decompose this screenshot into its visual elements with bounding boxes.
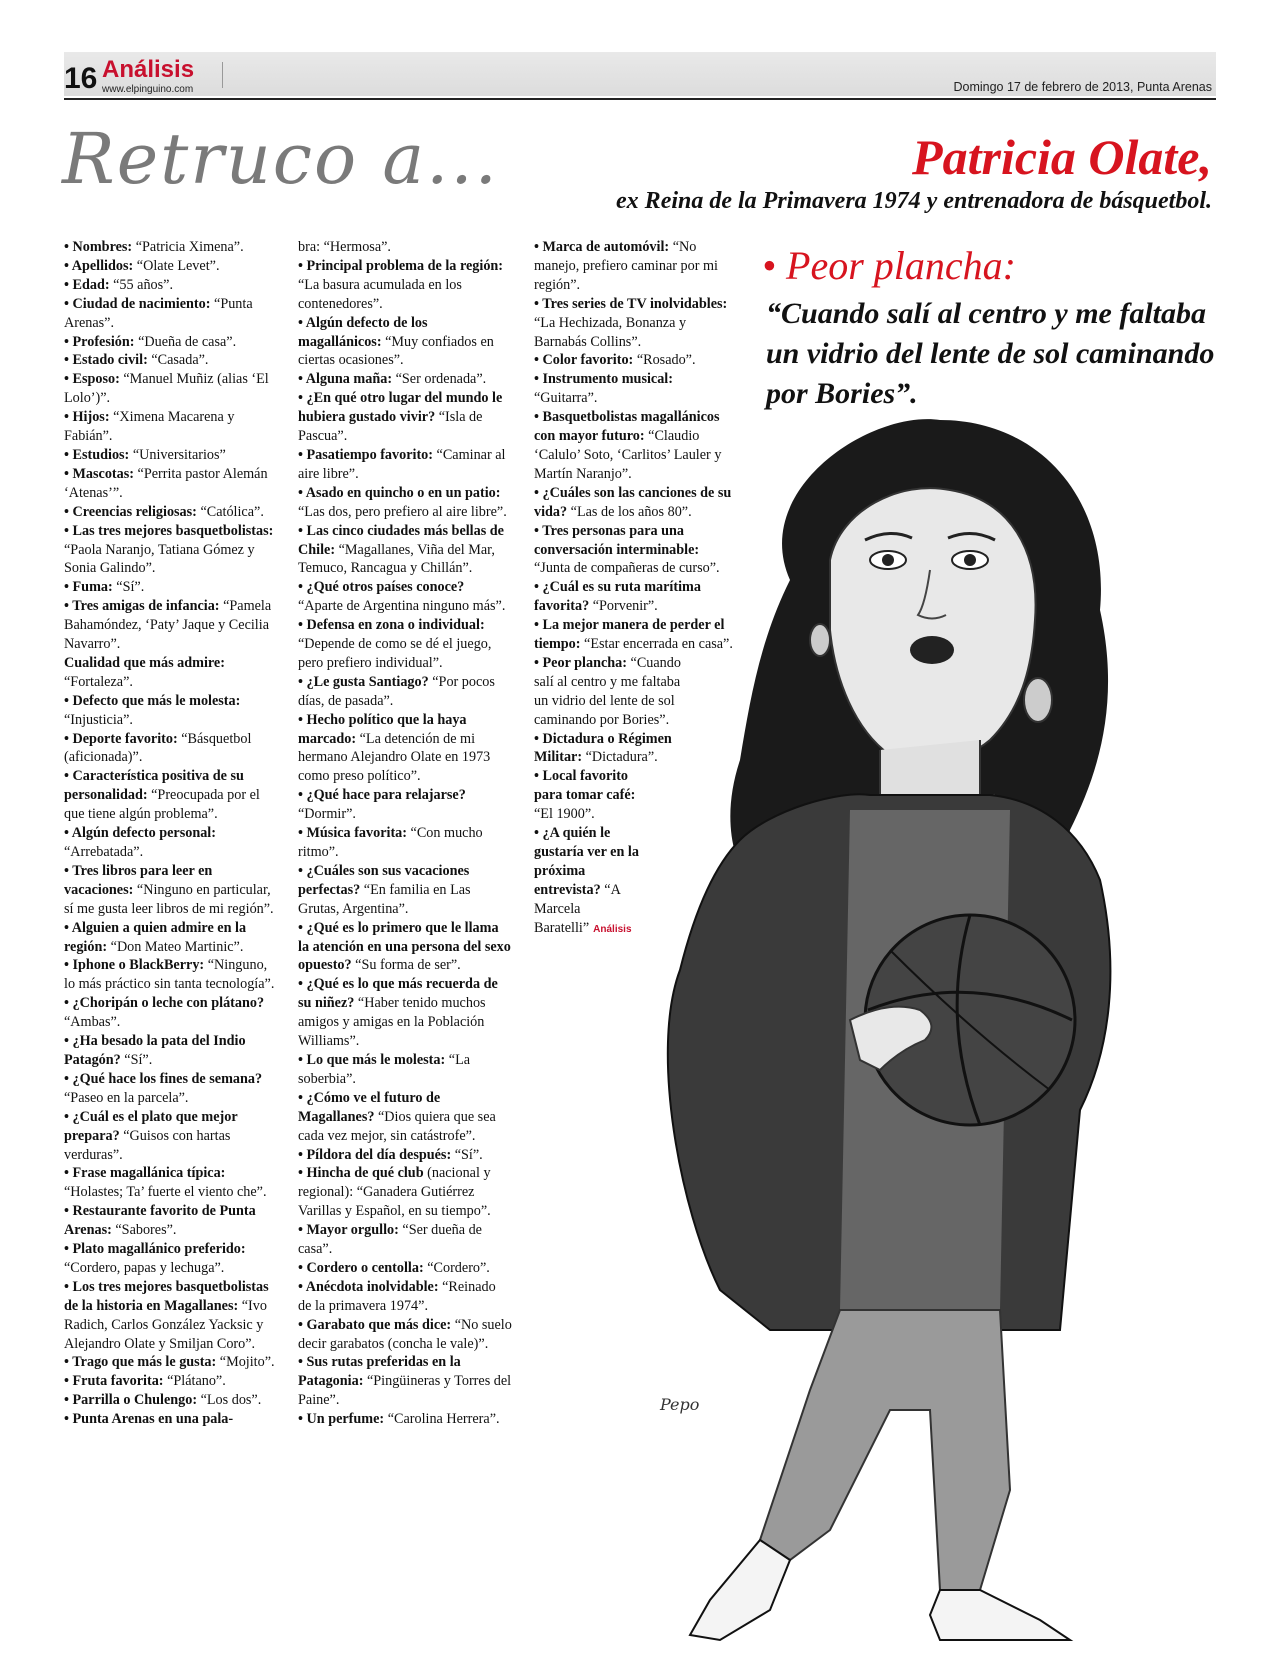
qa-answer: “No suelo decir garabatos (concha le vale)”. (298, 1316, 512, 1352)
qa-item (64, 1032, 278, 1070)
qa-question: • Estudios: (64, 447, 129, 463)
qa-question: • Dictadura o Régimen Militar: (534, 731, 672, 766)
qa-answer: “Magallanes, Viña del Mar, Temuco, Rancagua y Chillán”. (298, 541, 495, 577)
qa-question: • ¿Cuáles son las canciones de su vida? (534, 485, 731, 520)
qa-item (64, 1202, 278, 1240)
qa-answer: “Por pocos días, de pasada”. (298, 673, 495, 709)
qa-answer: “Ambas”. (64, 1014, 121, 1031)
brand-url[interactable]: www.elpinguino.com (102, 84, 194, 95)
qa-item (298, 1353, 512, 1410)
qa-item (298, 1089, 512, 1146)
qa-answer: “La detención de mi hermano Alejandro Olate en 1973 como preso político”. (298, 730, 491, 785)
qa-item (298, 919, 512, 976)
qa-question: • ¿Qué hace para relajarse? (298, 787, 466, 803)
qa-answer: “Preocupada por el que tiene algún problema”. (64, 787, 260, 823)
qa-answer: “Ninguno en particular, sí me gusta leer libros de mi región”. (64, 881, 274, 917)
qa-question: • Punta Arenas en una pala- (64, 1411, 233, 1427)
qa-item (298, 578, 512, 616)
qa-item (64, 276, 278, 295)
qa-item (64, 919, 278, 957)
right-earring (1024, 678, 1052, 722)
qa-question: • Tres libros para leer en vacaciones: (64, 863, 212, 898)
qa-answer: “El 1900”. (534, 806, 595, 823)
qa-item (64, 578, 278, 597)
qa-answer: “Olate Levet”. (133, 257, 220, 274)
qa-item (298, 522, 512, 579)
qa-question: • Anécdota inolvidable: (298, 1279, 439, 1295)
left-earring (810, 624, 830, 656)
qa-item (298, 1164, 512, 1221)
qa-item (298, 257, 512, 314)
qa-answer: “Mojito”. (216, 1354, 275, 1371)
qa-item (298, 314, 512, 371)
face (830, 488, 1036, 763)
qa-item (64, 446, 278, 465)
qa-answer: “Católica”. (196, 503, 264, 520)
qa-answer: “Patricia Ximena”. (132, 239, 244, 255)
qa-item (298, 370, 512, 389)
qa-item (64, 333, 278, 352)
qa-answer: “Depende de como se dé el juego, pero prefiero individual”. (298, 636, 492, 671)
qa-question: • ¿Qué hace los fines de semana? (64, 1071, 262, 1087)
qa-answer: bra: “Hermosa”. (298, 239, 391, 255)
qa-answer: “Las de los años 80”. (567, 503, 692, 520)
qa-question: • Pasatiempo favorito: (298, 447, 433, 463)
qa-column-1 (64, 238, 278, 1429)
qa-answer: “Ninguno, lo más práctico sin tanta tecnología”. (64, 957, 275, 993)
qa-question: • Alguien a quien admire en la región: (64, 920, 246, 955)
qa-question: • Iphone o BlackBerry: (64, 957, 204, 973)
qa-answer: “Casada”. (147, 352, 209, 369)
qa-answer: “Injusticia”. (64, 711, 133, 728)
qa-answer: “La Hechizada, Bonanza y Barnabás Collins”. (534, 314, 687, 350)
qa-item (298, 862, 512, 919)
right-shoe (930, 1590, 1070, 1640)
qa-question: • Sus rutas preferidas en la Patagonia: (298, 1354, 461, 1389)
qa-answer: “Rosado”. (633, 352, 696, 369)
qa-item (534, 370, 734, 408)
qa-item (64, 1372, 278, 1391)
qa-item (64, 1278, 278, 1354)
qa-column-2 (298, 238, 512, 1429)
qa-answer: “Junta de compañeras de curso”. (534, 560, 720, 577)
qa-answer: “Plátano”. (163, 1373, 226, 1390)
qa-answer: “Ivo Radich, Carlos González Yacksic y Alejandro Olate y Smiljan Coro”. (64, 1297, 267, 1352)
qa-question: • Los tres mejores basquetbolistas de la historia en Magallanes: (64, 1279, 269, 1314)
qa-question: • Característica positiva de su personalidad: (64, 768, 244, 803)
qa-question: • Deporte favorito: (64, 731, 178, 747)
qa-answer: “Paola Naranjo, Tatiana Gómez y Sonia Galindo”. (64, 541, 255, 577)
qa-item (64, 1353, 278, 1372)
qa-item (64, 1240, 278, 1278)
qa-answer: “Estar encerrada en casa”. (580, 636, 733, 653)
qa-question: • ¿Cómo ve el futuro de Magallanes? (298, 1090, 440, 1125)
qa-answer: “Con mucho ritmo”. (298, 825, 483, 860)
qa-question: • Defensa en zona o individual: (298, 617, 485, 633)
qa-answer: “Ximena Macarena y Fabián”. (64, 409, 235, 445)
end-logo: Análisis (593, 923, 632, 935)
qa-question: • Profesión: (64, 334, 135, 350)
qa-item (298, 238, 512, 257)
qa-answer: “Manuel Muñiz (alias ‘El Lolo’)”. (64, 371, 269, 407)
qa-answer: “Don Mateo Martinic”. (107, 938, 244, 955)
qa-question: • Frase magallánica típica: (64, 1165, 225, 1181)
qa-answer: “Guitarra”. (534, 390, 598, 407)
qa-question: • ¿Cuál es su ruta marítima favorita? (534, 579, 701, 614)
qa-answer: “Haber tenido muchos amigos y amigas en la Población Williams”. (298, 995, 486, 1050)
qa-answer: “55 años”. (109, 276, 174, 293)
qa-item (64, 408, 278, 446)
qa-question: • Alguna maña: (298, 371, 392, 387)
page-number: 16 (64, 62, 98, 95)
qa-answer: “Aparte de Argentina ninguno más”. (298, 598, 506, 615)
qa-answer: “Cordero, papas y lechuga”. (64, 1259, 225, 1276)
qa-question: • ¿En qué otro lugar del mundo le hubiera gustado vivir? (298, 390, 502, 425)
qa-question: • Las tres mejores basquetbolistas: (64, 523, 273, 539)
qa-question: • Local favorito para tomar café: (534, 768, 635, 803)
qa-question: • Algún defecto de los magallánicos: (298, 315, 428, 350)
qa-question: Cualidad que más admire: (64, 654, 225, 671)
qa-item (534, 767, 644, 824)
qa-item (64, 956, 278, 994)
qa-item (298, 616, 512, 673)
qa-answer: “Sí”. (120, 1051, 153, 1068)
qa-answer: “Fortaleza”. (64, 673, 133, 690)
pull-quote-label: • Peor plancha: (762, 243, 1016, 288)
qa-item (64, 862, 278, 919)
qa-question: • Ciudad de nacimiento: (64, 296, 210, 312)
qa-item (298, 975, 512, 1051)
qa-answer: “En familia en Las Grutas, Argentina”. (298, 881, 471, 917)
qa-question: • ¿Qué es lo primero que le llama la atención en una persona del sexo opuesto? (298, 920, 511, 974)
qa-question: • Un perfume: (298, 1411, 384, 1427)
qa-answer: “Claudio ‘Calulo’ Soto, ‘Carlitos’ Lauler y Martín Naranjo”. (534, 428, 722, 482)
artist-signature: Pepo (660, 1395, 700, 1414)
qa-question: • Fruta favorita: (64, 1373, 164, 1389)
qa-question: • Píldora del día después: (298, 1147, 451, 1163)
qa-item (64, 692, 278, 730)
qa-item (64, 503, 278, 522)
qa-item (534, 238, 734, 295)
qa-answer: “La basura acumulada en los contenedores”. (298, 276, 462, 312)
qa-item (64, 597, 278, 654)
qa-question: • ¿Le gusta Santiago? (298, 674, 429, 690)
qa-item (64, 1164, 278, 1202)
qa-question: • Tres amigas de infancia: (64, 598, 220, 614)
qa-item (298, 1221, 512, 1259)
caricature-illustration (640, 410, 1230, 1650)
qa-question: • Principal problema de la región: (298, 258, 503, 274)
qa-answer: (nacional y regional): “Ganadera Gutiérrez Varillas y Español, en su tiempo”. (298, 1165, 491, 1220)
qa-item (298, 1316, 512, 1354)
qa-question: • Defecto que más le molesta: (64, 693, 240, 709)
qa-answer: “A Marcela Baratelli” (534, 881, 621, 936)
mouth (910, 636, 954, 664)
qa-item (64, 824, 278, 862)
qa-question: • Fuma: (64, 579, 113, 595)
qa-item (64, 522, 278, 579)
qa-answer: “Básquetbol (aficionada)”. (64, 730, 252, 766)
qa-item (298, 1051, 512, 1089)
section-title: Retruco a... (62, 118, 499, 200)
qa-question: • Hincha de qué club (298, 1165, 424, 1181)
qa-question: • Marca de automóvil: (534, 239, 669, 255)
qa-question: • ¿Cuáles son sus vacaciones perfectas? (298, 863, 469, 898)
pants (760, 1310, 1010, 1590)
qa-answer: “Dormir”. (298, 806, 356, 823)
qa-item (298, 711, 512, 787)
dateline: Domingo 17 de febrero de 2013, Punta Arenas (953, 80, 1212, 94)
qa-answer: “Pingüineras y Torres del Paine”. (298, 1373, 512, 1409)
qa-question: • Instrumento musical: (534, 371, 673, 387)
qa-item (64, 994, 278, 1032)
header-divider (222, 62, 223, 88)
qa-answer: “Punta Arenas”. (64, 295, 253, 331)
qa-answer: “Dios quiera que sea cada vez mejor, sin catástrofe”. (298, 1108, 496, 1144)
pull-quote-text: “Cuando salí al centro y me faltaba un vidrio del lente de sol caminando por Bories”. (766, 297, 1215, 410)
header-rule (64, 98, 1216, 100)
qa-question: • Creencias religiosas: (64, 504, 197, 520)
qa-answer: “Sabores”. (111, 1222, 177, 1239)
qa-question: • Trago que más le gusta: (64, 1354, 216, 1370)
qa-question: • Apellidos: (64, 258, 133, 274)
qa-item (534, 351, 734, 370)
qa-question: • Mascotas: (64, 466, 134, 482)
qa-question: • Esposo: (64, 371, 120, 387)
qa-question: • Tres personas para una conversación interminable: (534, 523, 699, 558)
qa-answer: “Ser ordenada”. (392, 371, 487, 388)
qa-answer: “Arrebatada”. (64, 844, 144, 860)
qa-question: • Asado en quincho o en un patio: (298, 485, 500, 501)
qa-item (64, 730, 278, 768)
qa-item (298, 1410, 512, 1429)
qa-item (534, 824, 644, 939)
qa-question: • Música favorita: (298, 825, 407, 841)
qa-item (298, 824, 512, 862)
qa-question: • Peor plancha: (534, 655, 627, 671)
qa-answer: “Paseo en la parcela”. (64, 1089, 189, 1106)
qa-question: • Algún defecto personal: (64, 825, 216, 841)
qa-answer: “Dueña de casa”. (134, 333, 237, 350)
qa-question: • ¿Qué otros países conoce? (298, 579, 464, 595)
article-subtitle: ex Reina de la Primavera 1974 y entrenadora de básquetbol. (616, 188, 1212, 214)
qa-item (64, 1410, 278, 1429)
qa-question: • Hecho político que la haya marcado: (298, 712, 467, 747)
qa-answer: “Reinado de la primavera 1974”. (298, 1278, 496, 1314)
qa-item (298, 446, 512, 484)
qa-item (298, 389, 512, 446)
qa-question: • ¿Ha besado la pata del Indio Patagón? (64, 1033, 246, 1068)
qa-question: • Mayor orgullo: (298, 1222, 399, 1238)
qa-question: • Plato magallánico preferido: (64, 1241, 246, 1257)
qa-item (64, 1391, 278, 1410)
qa-question: • ¿Choripán o leche con plátano? (64, 995, 264, 1011)
qa-question: • Estado civil: (64, 352, 148, 368)
qa-answer: “Su forma de ser”. (351, 957, 461, 974)
qa-question: • Las cinco ciudades más bellas de Chile: (298, 523, 504, 558)
qa-item (64, 654, 278, 692)
qa-question: • Restaurante favorito de Punta Arenas: (64, 1203, 256, 1238)
qa-question: • Lo que más le molesta: (298, 1052, 445, 1068)
qa-answer: “Cordero”. (423, 1259, 490, 1276)
qa-answer: “Porvenir”. (589, 598, 658, 615)
qa-answer: “Las dos, pero prefiero al aire libre”. (298, 503, 507, 520)
qa-item (64, 465, 278, 503)
qa-item (64, 767, 278, 824)
qa-answer: “Carolina Herrera”. (384, 1411, 500, 1428)
qa-answer: “Dictadura”. (582, 749, 658, 766)
qa-answer: “Perrita pastor Alemán ‘Atenas’”. (64, 465, 268, 501)
left-shoe (690, 1540, 790, 1640)
qa-item (298, 1278, 512, 1316)
qa-answer: “Holastes; Ta’ fuerte el viento che”. (64, 1184, 267, 1201)
qa-answer: “Universitarios” (129, 446, 226, 463)
qa-question: • ¿A quién le gustaría ver en la próxima entrevista? (534, 825, 639, 898)
qa-item (298, 484, 512, 522)
qa-answer: “Muy confiados en ciertas ocasiones”. (298, 333, 494, 369)
qa-question: • La mejor manera de perder el tiempo: (534, 617, 724, 652)
qa-answer: “Sí”. (112, 579, 145, 596)
qa-item (298, 1259, 512, 1278)
qa-item (298, 673, 512, 711)
qa-item (64, 257, 278, 276)
qa-question: • Hijos: (64, 409, 110, 425)
qa-answer: “Pamela Bahamóndez, ‘Paty’ Jaque y Cecilia Navarro”. (64, 598, 272, 653)
qa-item (64, 1108, 278, 1165)
qa-item (534, 295, 734, 352)
qa-answer: “Los dos”. (197, 1392, 262, 1409)
qa-item (64, 295, 278, 333)
qa-question: • Cordero o centolla: (298, 1260, 424, 1276)
qa-question: • Color favorito: (534, 352, 633, 368)
qa-item (64, 238, 278, 257)
qa-question: • Garabato que más dice: (298, 1317, 451, 1333)
qa-question: • Basquetbolistas magallánicos con mayor futuro: (534, 409, 720, 444)
qa-item (298, 786, 512, 824)
qa-answer: “No manejo, prefiero caminar por mi región”. (534, 239, 718, 293)
qa-answer: “Ser dueña de casa”. (298, 1222, 482, 1258)
article-headline: Patricia Olate, (912, 129, 1212, 185)
qa-question: • ¿Qué es lo que más recuerda de su niñez? (298, 976, 498, 1011)
qa-question: • Nombres: (64, 239, 132, 255)
qa-answer: “La soberbia”. (298, 1051, 471, 1087)
qa-question: • Parrilla o Chulengo: (64, 1392, 197, 1408)
qa-question: • Tres series de TV inolvidables: (534, 296, 727, 312)
qa-question: • Edad: (64, 277, 110, 293)
qa-answer: “Guisos con hartas verduras”. (64, 1127, 231, 1163)
qa-answer: “Cuando salí al centro y me faltaba un vidrio del lente de sol caminando por Bories”. (534, 654, 681, 728)
qa-item (64, 351, 278, 370)
qa-answer: “Caminar al aire libre”. (298, 446, 506, 482)
qa-item (64, 1070, 278, 1108)
qa-item (298, 1146, 512, 1165)
brand-logo[interactable]: Análisis (102, 56, 195, 83)
qa-question: • ¿Cuál es el plato que mejor prepara? (64, 1109, 237, 1144)
qa-answer: “Isla de Pascua”. (298, 409, 483, 445)
qa-answer: “Sí”. (451, 1146, 483, 1163)
qa-item (64, 370, 278, 408)
